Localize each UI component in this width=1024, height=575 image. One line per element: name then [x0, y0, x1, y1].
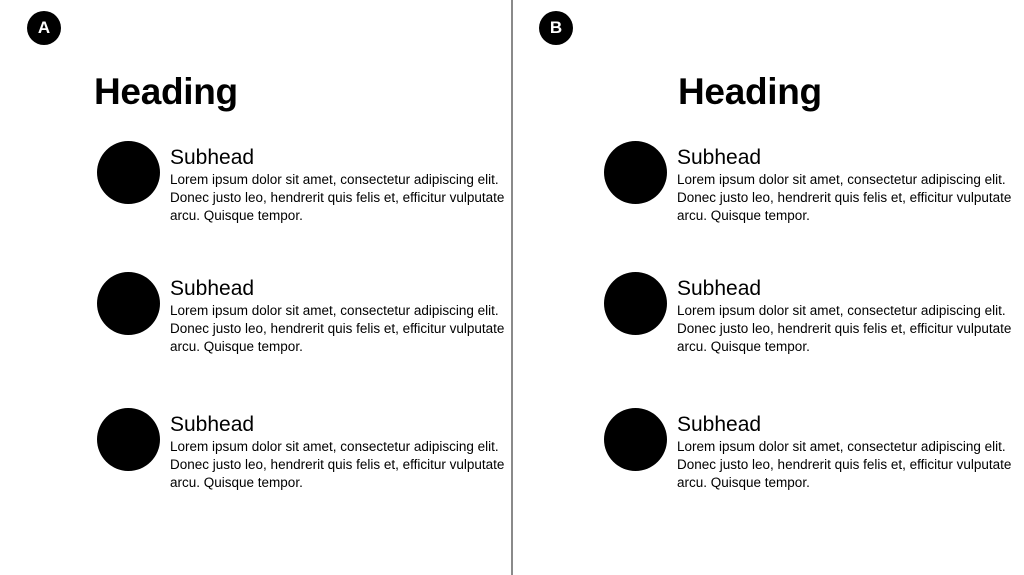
- item-body: Lorem ipsum dolor sit amet, consectetur adipiscing elit. Donec justo leo, hendrerit quis felis et, efficitur vulputate arcu. Quisque tempor.: [677, 439, 1012, 490]
- item-subhead: Subhead: [677, 277, 762, 300]
- bullet-circle: [604, 408, 667, 471]
- item-body: Lorem ipsum dolor sit amet, consectetur adipiscing elit. Donec justo leo, hendrerit quis felis et, efficitur vulputate arcu. Quisque tempor.: [170, 303, 505, 354]
- item-subhead: Subhead: [170, 413, 255, 436]
- item-body: Lorem ipsum dolor sit amet, consectetur adipiscing elit. Donec justo leo, hendrerit quis felis et, efficitur vulputate arcu. Quisque tempor.: [170, 439, 505, 490]
- list-item: [97, 408, 517, 518]
- bullet-circle: [604, 272, 667, 335]
- item-subhead: Subhead: [677, 146, 762, 169]
- bullet-circle: [97, 272, 160, 335]
- item-subhead: Subhead: [677, 413, 762, 436]
- list-item: [604, 408, 1024, 518]
- list-item: [604, 141, 1024, 251]
- item-text: [677, 145, 1024, 225]
- panel-b: [513, 0, 1024, 575]
- bullet-circle: [97, 141, 160, 204]
- list-item: [97, 141, 517, 251]
- panel-badge: A: [27, 11, 61, 45]
- item-text: [677, 412, 1024, 492]
- item-body: Lorem ipsum dolor sit amet, consectetur adipiscing elit. Donec justo leo, hendrerit quis felis et, efficitur vulputate arcu. Quisque tempor.: [677, 172, 1012, 223]
- item-text: [170, 145, 520, 225]
- list-item: [604, 272, 1024, 382]
- panel-heading: Heading: [678, 71, 822, 112]
- panel-a: [0, 0, 511, 575]
- item-body: Lorem ipsum dolor sit amet, consectetur adipiscing elit. Donec justo leo, hendrerit quis felis et, efficitur vulputate arcu. Quisque tempor.: [170, 172, 505, 223]
- panel-heading: Heading: [94, 71, 238, 112]
- item-subhead: Subhead: [170, 146, 255, 169]
- bullet-circle: [97, 408, 160, 471]
- item-text: [170, 276, 520, 356]
- item-text: [677, 276, 1024, 356]
- item-subhead: Subhead: [170, 277, 255, 300]
- bullet-circle: [604, 141, 667, 204]
- item-body: Lorem ipsum dolor sit amet, consectetur adipiscing elit. Donec justo leo, hendrerit quis felis et, efficitur vulputate arcu. Quisque tempor.: [677, 303, 1012, 354]
- item-text: [170, 412, 520, 492]
- list-item: [97, 272, 517, 382]
- panel-badge: B: [539, 11, 573, 45]
